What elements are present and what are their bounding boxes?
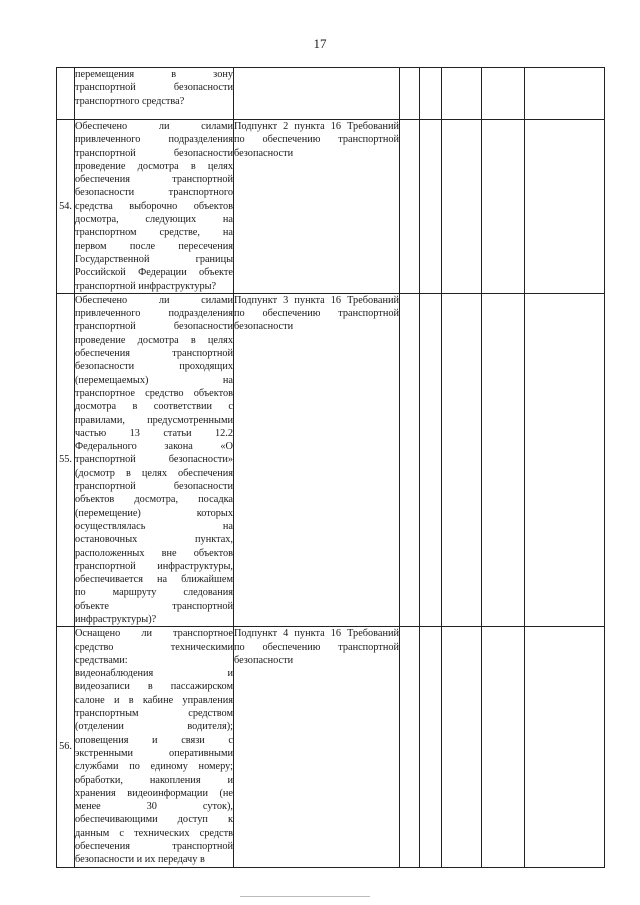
question-line: безопасности и их передачу в: [75, 854, 205, 866]
question-line: транспортным средством: [75, 708, 233, 720]
question-line: Оснащено ли транспортное: [75, 628, 233, 640]
question-line: безопасности проходящих: [75, 361, 233, 373]
reference-line: по обеспечению транспортной: [234, 134, 399, 146]
answer-na-cell[interactable]: [442, 627, 482, 867]
question-line: Обеспечено ли силами: [75, 294, 233, 306]
question-line: обеспечивающими доступ к: [75, 814, 233, 826]
reference-line: безопасности: [234, 147, 294, 159]
question-line: транспортной безопасности»: [75, 454, 233, 466]
row-number: 56.: [59, 741, 72, 753]
question-line: частью 13 статьи 12.2: [75, 427, 233, 439]
question-line: оповещения и связи с: [75, 734, 233, 746]
question-line: видеозаписи в пассажирском: [75, 681, 233, 693]
table-row: [57, 120, 605, 294]
row-number-cell: [57, 68, 75, 120]
reference-line: безопасности: [234, 321, 294, 333]
reference-cell: [234, 627, 400, 867]
question-line: объекте транспортной: [75, 600, 233, 612]
question-line: обеспечения транспортной: [75, 174, 233, 186]
answer-yes-cell[interactable]: [400, 627, 420, 867]
answer-yes-cell[interactable]: [400, 293, 420, 626]
reference-line: по обеспечению транспортной: [234, 308, 399, 320]
question-line: транспортной безопасности: [75, 481, 233, 493]
question-line: по маршруту следования: [75, 587, 233, 599]
question-line: транспортное средство объектов: [75, 387, 233, 399]
question-line: Государственной границы: [75, 253, 233, 265]
question-line: остановочных пунктах,: [75, 534, 233, 546]
question-line: инфраструктуры)?: [75, 613, 157, 625]
question-line: средствами:: [75, 654, 128, 666]
question-line: привлеченного подразделения: [75, 308, 233, 320]
row-number-cell: [57, 293, 75, 626]
question-line: (досмотр в целях обеспечения: [75, 467, 233, 479]
question-line: обеспечивается на ближайшем: [75, 574, 233, 586]
answer-no-cell[interactable]: [420, 120, 442, 294]
question-line: транспортной инфраструктуры?: [75, 280, 217, 292]
answer-no-cell[interactable]: [420, 293, 442, 626]
question-line: данным с технических средств: [75, 827, 233, 839]
reference-line: Подпункт 4 пункта 16 Требований: [234, 628, 399, 640]
question-line: экстренными оперативными: [75, 747, 233, 759]
question-line: транспортной безопасности: [75, 82, 233, 94]
answer-na-cell[interactable]: [442, 68, 482, 120]
question-line: (перемещаемых) на: [75, 374, 233, 386]
question-line: досмотра, следующих на: [75, 214, 233, 226]
question-line: досмотра в соответствии с: [75, 401, 233, 413]
question-line: транспортной инфраструктуры,: [75, 560, 233, 572]
reference-line: безопасности: [234, 654, 294, 666]
answer-extra-cell[interactable]: [482, 627, 525, 867]
question-line: Федерального закона «О: [75, 441, 233, 453]
question-line: обеспечения транспортной: [75, 841, 233, 853]
answer-extra-cell[interactable]: [482, 293, 525, 626]
question-line: (перемещение) которых: [75, 507, 233, 519]
table-row: [57, 627, 605, 867]
table-row: [57, 68, 605, 120]
row-number-cell: [57, 627, 75, 867]
reference-cell: [234, 293, 400, 626]
answer-no-cell[interactable]: [420, 627, 442, 867]
row-number: 54.: [59, 200, 72, 212]
note-cell[interactable]: [525, 120, 605, 294]
note-cell[interactable]: [525, 293, 605, 626]
question-line: транспортной безопасности: [75, 321, 233, 333]
question-line: обеспечения транспортной: [75, 348, 233, 360]
reference-line: Подпункт 3 пункта 16 Требований: [234, 294, 399, 306]
question-line: средства выборочно объектов: [75, 200, 233, 212]
question-line: (отделении водителя);: [75, 721, 233, 733]
question-line: службами по единому номеру;: [75, 761, 233, 773]
answer-no-cell[interactable]: [420, 68, 442, 120]
question-cell: [75, 68, 234, 120]
question-line: видеонаблюдения и: [75, 668, 233, 680]
question-line: безопасности транспортного: [75, 187, 233, 199]
question-line: транспортной безопасности: [75, 147, 233, 159]
answer-na-cell[interactable]: [442, 293, 482, 626]
question-line: осуществлялась на: [75, 520, 233, 532]
answer-extra-cell[interactable]: [482, 120, 525, 294]
question-line: транспортном средстве, на: [75, 227, 233, 239]
answer-extra-cell[interactable]: [482, 68, 525, 120]
question-line: Обеспечено ли силами: [75, 121, 233, 132]
question-line: проведение досмотра в целях: [75, 334, 233, 346]
question-line: Российской Федерации объекте: [75, 267, 233, 279]
question-cell: [75, 120, 234, 294]
reference-line: Подпункт 2 пункта 16 Требований: [234, 121, 399, 132]
question-cell: [75, 293, 234, 626]
question-line: первом после пересечения: [75, 240, 233, 252]
answer-na-cell[interactable]: [442, 120, 482, 294]
question-line: салоне и в кабине управления: [75, 694, 233, 706]
row-number: 55.: [59, 454, 72, 466]
question-line: проведение досмотра в целях: [75, 160, 233, 172]
table-row: [57, 293, 605, 626]
question-line: средство техническими: [75, 641, 233, 653]
question-line: расположенных вне объектов: [75, 547, 233, 559]
question-line: хранения видеоинформации (не: [75, 787, 233, 799]
question-line: транспортного средства?: [75, 95, 185, 107]
reference-line: по обеспечению транспортной: [234, 641, 399, 653]
page-number: 17: [313, 36, 327, 51]
question-line: объектов досмотра, посадка: [75, 494, 233, 506]
note-cell[interactable]: [525, 68, 605, 120]
reference-cell: [234, 68, 400, 120]
question-line: обработки, накопления и: [75, 774, 233, 786]
question-cell: [75, 627, 234, 867]
note-cell[interactable]: [525, 627, 605, 867]
reference-cell: [234, 120, 400, 294]
scan-edge-line: [240, 896, 370, 897]
answer-yes-cell[interactable]: [400, 68, 420, 120]
question-line: перемещения в зону: [75, 69, 233, 80]
question-line: менее 30 суток),: [75, 801, 233, 813]
checklist-table: [56, 67, 605, 868]
question-line: привлеченного подразделения: [75, 134, 233, 146]
row-number-cell: [57, 120, 75, 294]
question-line: правилами, предусмотренными: [75, 414, 233, 426]
answer-yes-cell[interactable]: [400, 120, 420, 294]
